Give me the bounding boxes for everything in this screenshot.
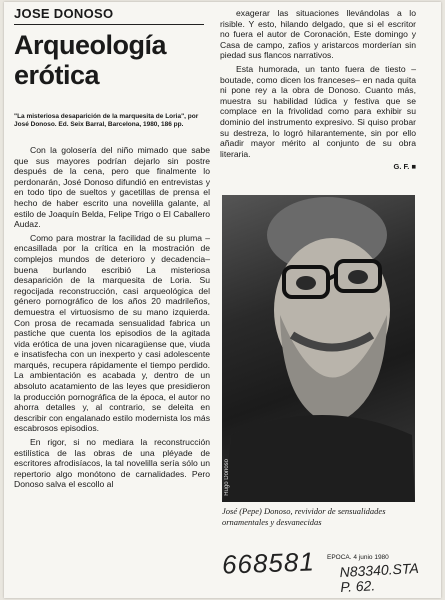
paragraph: Esta humorada, un tanto fuera de tiesto –boutade, como dicen los franceses– en nada quita ni pone rey a la obra de Donoso. Cuanto más, muestra su habilidad lúdica y festiva que se complace en la frivolidad como para exhibir su dominio del instrumento expresivo. Si quiso probar su destreza, lo logró hilarantemente, sin por ello añadir mayor mérito al conjunto de su obra literaria. — [220, 63, 416, 159]
title-line-1: Arqueología — [14, 30, 167, 60]
paragraph: Con la golosería del niño mimado que sabe que sus mayores podrían dejarlo sin postre después de la cena, pero que finalmente lo perdonarán, José Donoso difundió en entrevistas y en todo tipo de sueltos y gacetillas de prensa el hecho de haber escrito una novelilla galante, al estilo de Joaquín Belda, Felipe Trigo o El Caballero Audaz. — [14, 145, 210, 230]
header-rule — [14, 24, 204, 25]
handwritten-reference — [339, 561, 420, 595]
right-column — [220, 8, 416, 173]
paragraph: En rigor, si no mediara la reconstrucción estilística de las obras de una pléyade de escritores afrodisíacos, la tal novelilla sería sólo un repertorio algo monótono de carnalidades. Pero Donoso salva el escollo al — [14, 437, 210, 490]
author-kicker: JOSE DONOSO — [14, 6, 114, 21]
book-bibliography: "La misteriosa desaparición de la marquesita de Loria", por José Donoso. Ed. Seix Barral, Barcelona, 1980, 186 pp. — [14, 113, 199, 128]
reviewer-signature: G. F. ■ — [393, 162, 416, 172]
handwritten-ref-line-1: N83340.STA — [339, 559, 420, 581]
source-line: EPOCA. 4 junio 1980 — [327, 554, 389, 561]
photo-caption: José (Pepe) Donoso, revividor de sensualidades ornamentales y desvanecidas — [222, 506, 386, 527]
handwritten-ref-line-2: P. 62. — [340, 577, 376, 596]
title-line-2: erótica — [14, 60, 100, 90]
left-column — [14, 145, 210, 493]
author-photo — [222, 195, 415, 502]
photo-credit: Hugo Donoso — [224, 459, 230, 496]
handwritten-number: 668581 — [221, 546, 316, 580]
paragraph: exagerar las situaciones llevándolas a lo risible. Y esto, hilando delgado, que si el escritor no fuera el autor de Coronación, Este domingo y Casa de campo, zafios y aristarcos morderían sin piedad sus flancos narrativos. — [220, 8, 416, 61]
portrait-illustration — [222, 195, 415, 502]
article-title — [14, 30, 166, 90]
paragraph: Como para mostrar la facilidad de su pluma –encasillada por la crítica en la mostración de complejos mundos de deterioro y decadencia– buena burlando escribió La misteriosa desaparición de la marquesita de Loria. Su regocijada reconstrucción, casi arqueológica del género pornográfico de los años 20 madrileños, demuestra el virtuosismo de su mano izquierda. Con prosa de recamada sensualidad fabrica un pastiche que cuenta los episodios de la agitada vida erótica de una joven nicaragüense que, viuda e insatisfecha con un inexperto y casi adolescente marqués, recupera rápidamente el tiempo perdido. La ambientación es acabada y, dentro de un absoluto acatamiento de las leyes que presidieron la producción pornográfica de la época, el autor no ahorra detalles y, al contrario, se deleita en describir con engalanado estilo modernista los más escabrosos episodios. — [14, 232, 210, 434]
